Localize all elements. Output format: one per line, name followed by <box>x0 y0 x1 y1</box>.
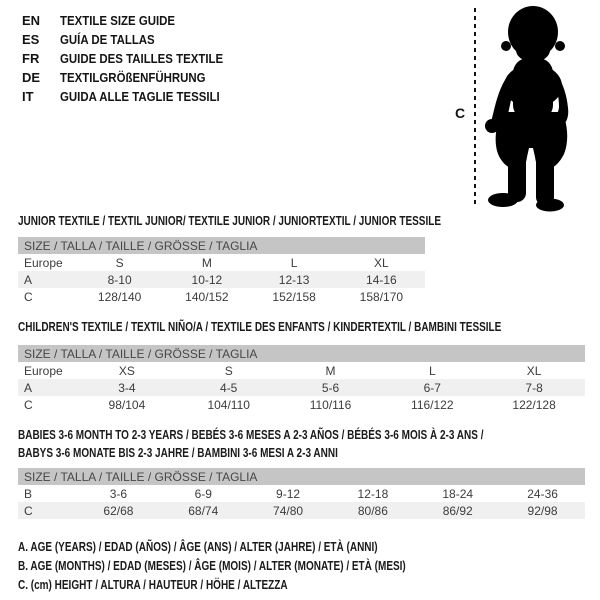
size-cell: 5-6 <box>321 380 340 395</box>
note-height-cm: C. (cm) HEIGHT / ALTURA / HAUTEUR / HÖHE / ALTEZZA <box>18 577 288 592</box>
size-cell: 80/86 <box>357 503 388 518</box>
language-code: DE <box>22 70 41 85</box>
size-table-children <box>18 345 585 413</box>
size-cell: 9-12 <box>276 486 301 501</box>
size-cell: XS <box>118 363 135 378</box>
language-code: ES <box>22 32 40 47</box>
size-cell: S <box>224 363 233 378</box>
language-title: TEXTILE SIZE GUIDE <box>60 13 176 28</box>
size-cell: XL <box>526 363 542 378</box>
row-label: C <box>24 503 33 518</box>
size-cell: M <box>201 255 212 270</box>
table-row <box>18 396 585 413</box>
size-cell: 12-18 <box>357 486 389 501</box>
size-cell: 98/104 <box>108 397 146 412</box>
note-age-years: A. AGE (YEARS) / EDAD (AÑOS) / ÂGE (ANS) / ALTER (JAHRE) / ETÀ (ANNI) <box>18 539 378 554</box>
row-label: A <box>24 380 33 395</box>
height-label: C <box>455 105 466 121</box>
table-row <box>18 254 425 271</box>
language-title: GUÍA DE TALLAS <box>60 32 155 47</box>
language-code: EN <box>22 13 41 28</box>
language-row <box>22 68 245 87</box>
size-cell: 62/68 <box>103 503 134 518</box>
size-cell: L <box>290 255 298 270</box>
table-row <box>18 502 585 519</box>
size-header: SIZE / TALLA / TAILLE / GRÖSSE / TAGLIA <box>18 237 425 254</box>
height-dashed-line <box>474 8 476 207</box>
size-cell: 4-5 <box>220 380 238 395</box>
row-label: C <box>24 289 33 304</box>
language-title-block <box>22 11 245 106</box>
size-cell: 24-36 <box>527 486 558 501</box>
table-title-babies: BABIES 3-6 MONTH TO 2-3 YEARS / BEBÉS 3-6 MESES A 2-3 AÑOS / BÉBÉS 3-6 MOIS À 2-3 ANS / BABYS 3-6 MONATE BIS 2-3 JAHRE / BAMBINI 3-6 MESI A 2-3 ANNI <box>18 428 484 460</box>
size-cell: 128/140 <box>97 289 142 304</box>
language-title: TEXTILGRÖßENFÜHRUNG <box>60 70 206 85</box>
size-cell: 18-24 <box>442 486 474 501</box>
row-label: Europe <box>24 363 63 378</box>
table-row <box>18 271 425 288</box>
size-table-babies <box>18 468 585 519</box>
size-cell: 86/92 <box>442 503 473 518</box>
size-cell: 7-8 <box>525 380 543 395</box>
size-cell: 158/170 <box>359 289 404 304</box>
size-cell: 3-4 <box>118 380 136 395</box>
size-cell: 104/110 <box>207 397 250 412</box>
row-label: C <box>24 397 33 412</box>
size-cell: S <box>115 255 124 270</box>
note-age-months: B. AGE (MONTHS) / EDAD (MESES) / ÂGE (MOIS) / ALTER (MONATE) / ETÀ (MESI) <box>18 558 406 573</box>
table-row <box>18 379 585 396</box>
table-row <box>18 288 425 305</box>
size-cell: L <box>428 363 436 378</box>
language-title: GUIDA ALLE TAGLIE TESSILI <box>60 89 220 104</box>
size-header: SIZE / TALLA / TAILLE / GRÖSSE / TAGLIA <box>18 468 585 485</box>
size-cell: 6-7 <box>423 380 441 395</box>
size-cell: 122/128 <box>512 397 556 412</box>
size-cell: 152/158 <box>272 289 316 304</box>
language-title: GUIDE DES TAILLES TEXTILE <box>60 51 224 66</box>
table-title-children: CHILDREN'S TEXTILE / TEXTIL NIÑO/A / TEXTILE DES ENFANTS / KINDERTEXTIL / BAMBINI TESSILE <box>18 320 502 334</box>
size-cell: XL <box>374 255 389 270</box>
size-cell: 3-6 <box>109 486 128 501</box>
language-row <box>22 30 245 49</box>
language-row <box>22 49 245 68</box>
size-cell: M <box>325 363 336 378</box>
language-row <box>22 11 245 30</box>
language-code: IT <box>22 89 34 104</box>
size-cell: 116/122 <box>411 397 454 412</box>
table-row <box>18 362 585 379</box>
language-code: FR <box>22 51 40 66</box>
language-row <box>22 87 245 106</box>
row-label: A <box>24 272 33 287</box>
table-row <box>18 485 585 502</box>
toddler-silhouette-icon <box>478 2 582 214</box>
size-cell: 6-9 <box>194 486 212 501</box>
size-cell: 8-10 <box>107 272 132 287</box>
size-cell: 110/116 <box>309 397 352 412</box>
row-label: Europe <box>24 255 63 270</box>
size-cell: 74/80 <box>273 503 304 518</box>
size-cell: 14-16 <box>366 272 397 287</box>
size-cell: 92/98 <box>527 503 558 518</box>
size-header: SIZE / TALLA / TAILLE / GRÖSSE / TAGLIA <box>18 345 585 362</box>
legend-notes <box>18 537 503 594</box>
size-cell: 68/74 <box>188 503 219 518</box>
size-cell: 12-13 <box>278 272 310 287</box>
row-label: B <box>24 486 33 501</box>
size-cell: 10-12 <box>191 272 223 287</box>
size-cell: 140/152 <box>185 289 229 304</box>
size-table-junior <box>18 237 425 305</box>
table-title-junior: JUNIOR TEXTILE / TEXTIL JUNIOR/ TEXTILE JUNIOR / JUNIORTEXTIL / JUNIOR TESSILE <box>18 214 442 228</box>
